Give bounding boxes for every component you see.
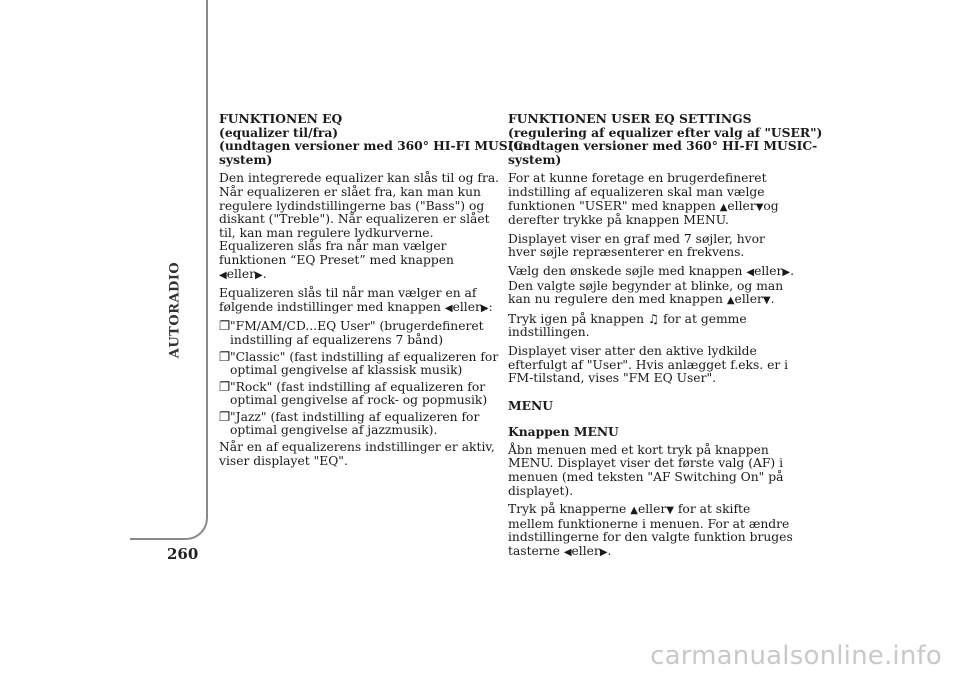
right-arrow-icon: ▶ (782, 266, 791, 278)
menu-heading: MENU (508, 397, 553, 413)
user-eq-paragraph-1: For at kunne foretage en brugerdefineret indstilling af equalizeren skal man vælge funktionen "USER" med knappen ▲eller▼og derefter trykke på knappen MENU. (508, 171, 779, 228)
eq-paragraph-3: Når en af equalizerens indstillinger er aktiv, viser displayet "EQ". (219, 440, 495, 468)
bullet-box-icon: ❐ (219, 349, 231, 364)
right-arrow-icon: ▶ (480, 302, 489, 314)
eq-paragraph-1: Den integrerede equalizer kan slås til og fra. Når equalizeren er slået fra, kan man kun regulere lydindstillingerne bas ("Bass") og diskant ("Treble"). Når equalizeren er slået til, kan man regulere lydkurverne. Equalizeren slås fra når man vælger funktionen “EQ Preset” med knappen ◀eller▶. (219, 171, 500, 281)
list-item: ❐ "Classic" (fast indstilling af equalizeren for optimal gengivelse af klassisk musik) (219, 349, 499, 378)
bullet-box-icon: ❐ (219, 409, 231, 424)
menu-subheading: Knappen MENU (508, 424, 619, 440)
music-note-icon: ♫ (647, 311, 660, 326)
left-arrow-icon: ◀ (219, 269, 227, 281)
down-arrow-icon: ▼ (755, 201, 764, 213)
down-arrow-icon: ▼ (762, 295, 771, 307)
left-column (219, 111, 529, 473)
watermark: carmanualsonline.info (650, 641, 942, 671)
left-arrow-icon: ◀ (746, 266, 755, 278)
eq-function-heading: FUNKTIONEN EQ (equalizer til/fra) (undtagen versioner med 360° HI-FI MUSIC- system) (219, 111, 529, 167)
up-arrow-icon: ▲ (630, 505, 638, 517)
left-arrow-icon: ◀ (444, 302, 453, 314)
menu-paragraph-2: Tryk på knapperne ▲eller▼ for at skifte mellem funktionerne i menuen. For at ændre indstillingerne for den valgte funktion bruges tasterne ◀eller▶. (508, 502, 793, 559)
page-number: 260 (167, 545, 199, 563)
list-item: ❐ "Rock" (fast indstilling af equalizeren for optimal gengivelse af rock- og popmusik) (219, 379, 488, 408)
up-arrow-icon: ▲ (726, 295, 735, 307)
up-arrow-icon: ▲ (719, 201, 728, 213)
down-arrow-icon: ▼ (666, 505, 674, 517)
section-side-label: AUTORADIO (167, 261, 183, 359)
bullet-box-icon: ❐ (219, 379, 231, 394)
bullet-box-icon: ❐ (219, 319, 231, 334)
left-arrow-icon: ◀ (563, 547, 572, 559)
list-item: ❐ "FM/AM/CD...EQ User" (brugerdefineret indstilling af equalizerens 7 bånd) (219, 319, 484, 347)
user-eq-heading: FUNKTIONEN USER EQ SETTINGS (regulering af equalizer efter valg af "USER") (undtagen versioner med 360° HI-FI MUSIC- system) (508, 111, 823, 167)
user-eq-paragraph-2: Displayet viser en graf med 7 søjler, hvor hver søjle repræsenterer en frekvens. (508, 231, 765, 260)
right-arrow-icon: ▶ (255, 269, 263, 281)
menu-paragraph-1: Åbn menuen med et kort tryk på knappen MENU. Displayet viser det første valg (AF) i menuen (med teksten "AF Switching On" på displayet). (508, 442, 784, 498)
user-eq-paragraph-4: Tryk igen på knappen ♫ for at gemme indstillingen. (508, 311, 747, 340)
user-eq-paragraph-5: Displayet viser atter den aktive lydkilde efterfulgt af "User". Hvis anlægget f.eks. er i FM-tilstand, vises "FM EQ User". (508, 343, 789, 386)
eq-paragraph-2: Equalizeren slås til når man vælger en af følgende indstillinger med knappen ◀eller▶: (219, 286, 493, 314)
list-item: ❐ "Jazz" (fast indstilling af equalizeren for optimal gengivelse af jazzmusik). (219, 409, 480, 438)
user-eq-paragraph-3: Vælg den ønskede søjle med knappen ◀eller▶. Den valgte søjle begynder at blinke, og man kan nu regulere den med knappen ▲eller▼. (508, 263, 794, 307)
right-column (508, 111, 823, 565)
right-arrow-icon: ▶ (599, 547, 608, 559)
